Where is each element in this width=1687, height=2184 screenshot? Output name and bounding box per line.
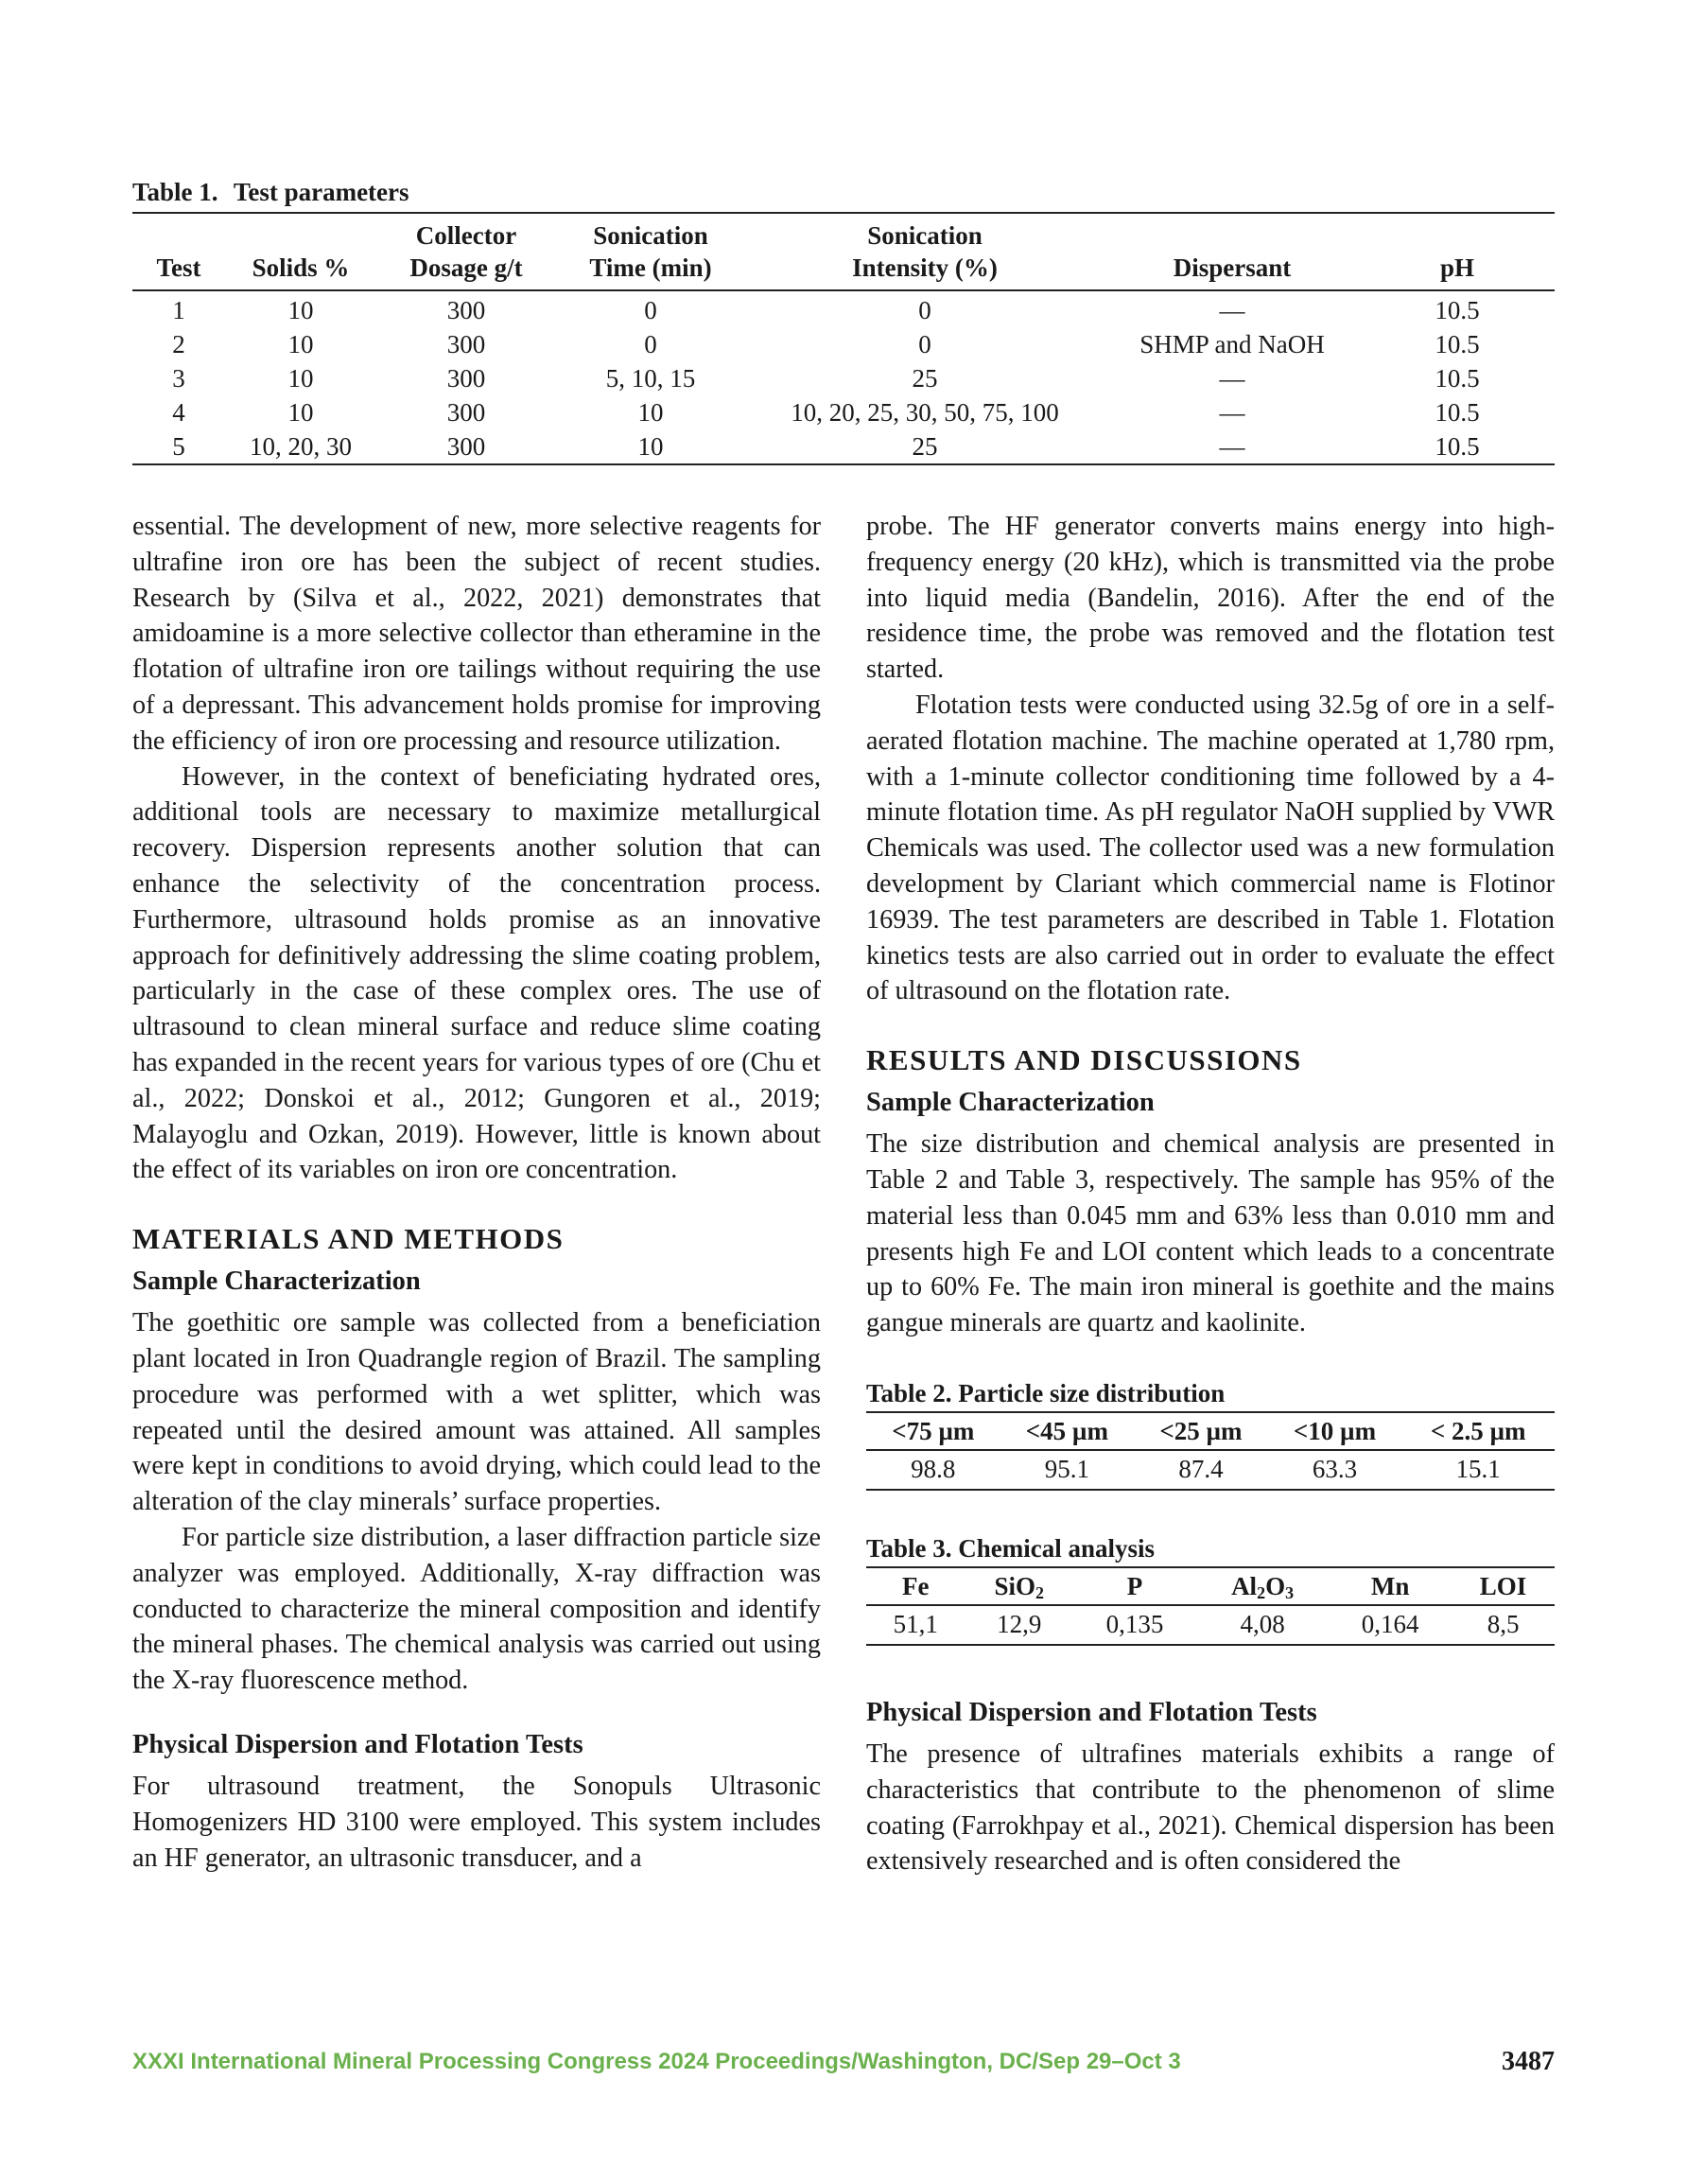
paragraph: The presence of ultrafines materials exhibits a range of characteristics that contribute to the phenomenon of slime coating (Farrokhpay et al., 2021). Chemical dispersion has been extensively researched and is often considered the [866, 1738, 1555, 1877]
paragraph: The size distribution and chemical analysis are presented in Table 2 and Table 3, respectively. The sample has 95% of the material less than 0.045 mm and 63% less than 0.010 mm and presents high Fe and LOI content which leads to a concentrate up to 60% Fe. The main iron mineral is goethite and the mains gangue minerals are quartz and kaolinite. [866, 1129, 1555, 1338]
table-cell: 87.4 [1178, 1454, 1224, 1483]
table-cell: 8,5 [1487, 1609, 1520, 1638]
subheading-sample-characterization: Sample Characterization [866, 1088, 1155, 1118]
table-1-header-row [132, 213, 1555, 290]
paragraph: For particle size distribution, a laser diffraction particle size analyzer was employed. Additionally, X-ray diffraction was conducted to characterize the mineral composition and identify the mineral phases. The chemical analysis was carried out using the X-ray fluorescence method. [132, 1522, 821, 1696]
table-2-header: <10 µm [1293, 1416, 1377, 1445]
table-3-header-row [866, 1567, 1555, 1605]
table-row [132, 327, 1555, 361]
table-cell: 25 [912, 432, 938, 461]
table-row [132, 429, 1555, 464]
table-cell: 10 [287, 296, 314, 324]
table-cell: — [1219, 296, 1245, 324]
table-2-header: <75 µm [892, 1416, 975, 1445]
table-cell: 300 [446, 398, 486, 427]
table-row [132, 395, 1555, 429]
table-cell: 0,164 [1361, 1609, 1419, 1638]
table-cell: 10.5 [1435, 432, 1480, 461]
table-3-header-fe: Fe [902, 1571, 930, 1600]
footer-proceedings-title: XXXI International Mineral Processing Congress 2024 Proceedings/Washington, DC/Sep 29–Oct 3 [132, 2049, 1181, 2074]
table-cell: — [1219, 364, 1245, 393]
table-2-header: <25 µm [1159, 1416, 1243, 1445]
table-cell: 0,135 [1105, 1609, 1164, 1638]
table-cell: 0 [918, 296, 931, 324]
table-cell: 300 [446, 432, 486, 461]
table-cell: 4 [172, 398, 185, 427]
table-cell: 300 [446, 364, 486, 393]
paragraph: essential. The development of new, more selective reagents for ultrafine iron ore has been the subject of recent studies. Research by (Silva et al., 2022, 2021) demonstrates that amidoamine is a more selective collector than etheramine in the flotation of ultrafine iron ore tailings without requiring the use of a depressant. This advancement holds promise for improving the efficiency of iron ore processing and resource utilization. [132, 512, 821, 756]
table-3-header-mn: Mn [1370, 1571, 1410, 1600]
table-cell: 300 [446, 330, 486, 358]
page-footer [132, 2049, 1555, 2087]
table-2-caption: Table 2. Particle size distribution [866, 1378, 1226, 1407]
table-cell: 10.5 [1435, 296, 1480, 324]
table-1-header-sonication-time: Sonication Time (min) [589, 221, 712, 282]
table-2-header-row [866, 1412, 1555, 1450]
table-cell: 98.8 [911, 1454, 956, 1483]
table-cell: 63.3 [1312, 1454, 1358, 1483]
table-cell: — [1219, 398, 1245, 427]
table-cell: 0 [644, 296, 657, 324]
table-1-caption-title: Test parameters [233, 178, 409, 206]
table-2-header: < 2.5 µm [1430, 1416, 1526, 1445]
subheading-physical-dispersion: Physical Dispersion and Flotation Tests [132, 1729, 583, 1759]
table-1-header-ph: pH [1439, 253, 1475, 282]
table-cell: 25 [912, 364, 938, 393]
table-cell: 15.1 [1455, 1454, 1501, 1483]
left-column [132, 509, 821, 1876]
table-1-header-sonication-intensity: Sonication Intensity (%) [852, 221, 998, 282]
table-2-header: <45 µm [1025, 1416, 1108, 1445]
table-1-header-solids: Solids % [252, 253, 350, 282]
table-row [132, 361, 1555, 395]
section-heading-results: RESULTS AND DISCUSSIONS [866, 1043, 1302, 1077]
table-2-grid [866, 1411, 1555, 1491]
table-3-header-p: P [1126, 1571, 1143, 1600]
table-cell: 10 [287, 398, 314, 427]
table-cell: 10.5 [1435, 364, 1480, 393]
paragraph: However, in the context of beneficiating hydrated ores, additional tools are necessary to maximize metallurgical recovery. Dispersion represents another solution that can enhance the selectivity of the concentration process. Furthermore, ultrasound holds promise as an innovative approach for definitively addressing the slime coating problem, particularly in the case of these complex ores. The use of ultrasound to clean mineral surface and reduce slime coating has expanded in the recent years for various types of ore (Chu et al., 2022; Donskoi et al., 2012; Gungoren et al., 2019; Malayoglu and Ozkan, 2019). However, little is known about the effect of its variables on iron ore concentration. [132, 761, 821, 1185]
table-cell: 2 [172, 330, 185, 358]
table-cell: 0 [644, 330, 657, 358]
table-cell: 10.5 [1435, 330, 1480, 358]
section-heading-materials: MATERIALS AND METHODS [132, 1222, 565, 1256]
table-1-grid [132, 212, 1555, 465]
table-cell: 0 [918, 330, 931, 358]
table-cell: 10.5 [1435, 398, 1480, 427]
table-cell: 4,08 [1240, 1609, 1285, 1638]
right-column [866, 509, 1555, 1879]
table-cell: 10 [637, 432, 664, 461]
table-1-header-collector: Collector Dosage g/t [409, 221, 523, 282]
table-1-header-dispersant: Dispersant [1173, 253, 1292, 282]
table-cell: 12,9 [997, 1609, 1042, 1638]
table-cell: 300 [446, 296, 486, 324]
table-cell: 10 [637, 398, 664, 427]
subheading-physical-dispersion: Physical Dispersion and Flotation Tests [866, 1697, 1317, 1727]
table-3-grid [866, 1566, 1555, 1646]
subheading-sample-characterization: Sample Characterization [132, 1267, 421, 1297]
table-2 [866, 1377, 1555, 1491]
table-row [132, 290, 1555, 327]
page-number: 3487 [1502, 2047, 1555, 2076]
table-row [866, 1450, 1555, 1490]
paragraph: probe. The HF generator converts mains energy into high-frequency energy (20 kHz), which is transmitted via the probe into liquid media (Bandelin, 2016). After the end of the residence time, the probe was removed and the flotation test started. [866, 512, 1555, 685]
table-cell: 51,1 [893, 1609, 938, 1638]
paragraph: The goethitic ore sample was collected from a beneficiation plant located in Iron Quadrangle region of Brazil. The sampling procedure was performed with a wet splitter, which was repeated until the desired amount was attained. All samples were kept in conditions to avoid drying, which could lead to the alteration of the clay minerals’ surface properties. [132, 1308, 821, 1517]
table-cell: 1 [172, 296, 185, 324]
table-cell: SHMP and NaOH [1139, 330, 1325, 358]
table-3-header-al2o3: $Al_2O_3$ [1231, 1571, 1295, 1602]
table-1-caption [132, 176, 1555, 208]
table-cell: 10, 20, 25, 30, 50, 75, 100 [791, 398, 1059, 427]
table-row [866, 1605, 1555, 1645]
table-3-header-loi: LOI [1479, 1571, 1527, 1600]
table-cell: 10, 20, 30 [250, 432, 352, 461]
paragraph: Flotation tests were conducted using 32.5g of ore in a self-aerated flotation machine. The machine operated at 1,780 rpm, with a 1-minute collector conditioning time followed by a 4-minute flotation time. As pH regulator NaOH supplied by VWR Chemicals was used. The collector used was a new formulation development by Clariant which commercial name is Flotinor 16939. The test parameters are described in Table 1. Flotation kinetics tests are also carried out in order to evaluate the effect of ultrasound on the flotation rate. [866, 690, 1555, 1006]
paragraph: For ultrasound treatment, the Sonopuls Ultrasonic Homogenizers HD 3100 were employed. This system includes an HF generator, an ultrasonic transducer, and a [132, 1771, 821, 1873]
table-cell: 5, 10, 15 [605, 364, 696, 393]
table-cell: 95.1 [1044, 1454, 1089, 1483]
table-cell: 10 [287, 330, 314, 358]
table-cell: 10 [287, 364, 314, 393]
table-3-header-sio2: SiO$_2$ [994, 1571, 1045, 1602]
table-cell: 3 [172, 364, 185, 393]
table-3 [866, 1532, 1555, 1646]
table-1-caption-number: Table 1. [132, 178, 218, 206]
table-1-header-test: Test [156, 253, 201, 282]
table-3-caption: Table 3. Chemical analysis [866, 1533, 1156, 1563]
table-1 [132, 176, 1555, 465]
table-cell: — [1219, 432, 1245, 461]
table-cell: 5 [172, 432, 185, 461]
